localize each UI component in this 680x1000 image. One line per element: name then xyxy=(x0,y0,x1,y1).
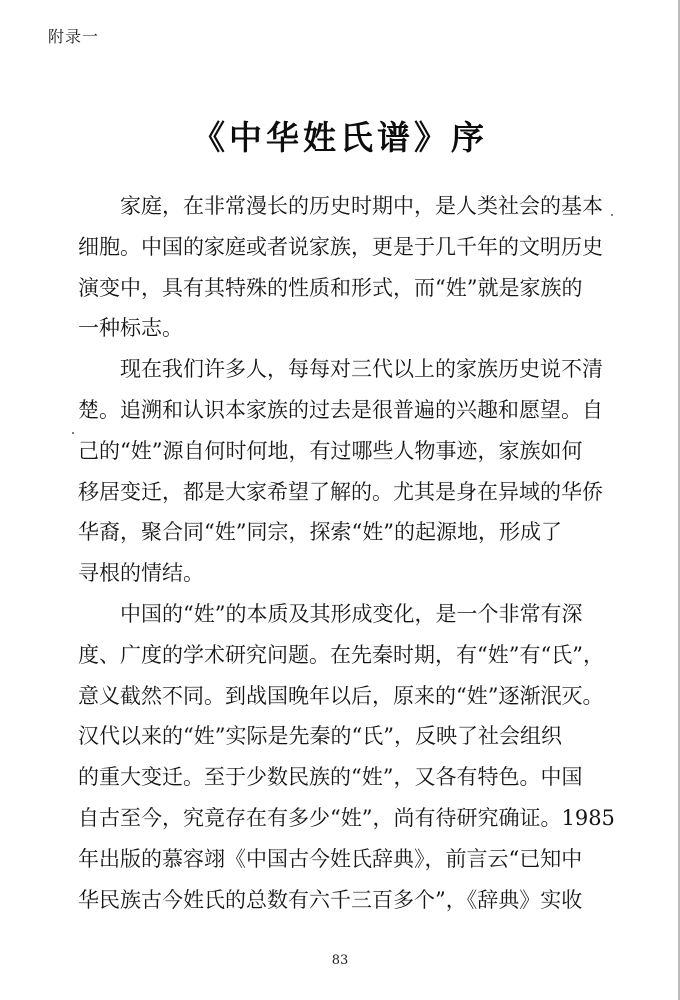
page-number: 83 xyxy=(331,953,349,968)
document-title: 《中华姓氏谱》序 xyxy=(192,118,488,157)
paragraph-3-line-7: 年出版的慕容翊《中国古今姓氏辞典》，前言云“已知中 xyxy=(78,846,583,871)
paragraph-2-line-4: 移居变迁，都是大家希望了解的。尤其是身在异域的华侨 xyxy=(78,479,603,504)
paragraph-2-line-2: 楚。追溯和认识本家族的过去是很普遍的兴趣和愿望。自 xyxy=(78,397,603,422)
running-header: 附录一 xyxy=(48,27,100,46)
paragraph-1-line-4: 一种标志。 xyxy=(78,316,183,341)
paragraph-3-line-6: 自古至今，究竟存在有多少“姓”，尚有待研究确证。1985 xyxy=(78,805,615,830)
paragraph-1-line-3: 演变中，具有其特殊的性质和形式，而“姓”就是家族的 xyxy=(78,275,583,300)
scan-speck xyxy=(611,214,613,216)
scan-speck xyxy=(72,432,74,434)
paragraph-3-line-2: 度、广度的学术研究问题。在先秦时期，有“姓”有“氏”， xyxy=(78,642,604,667)
paragraph-2-line-5: 华裔，聚合同“姓”同宗，探索“姓”的起源地，形成了 xyxy=(78,520,562,545)
paragraph-2-line-1: 现在我们许多人，每每对三代以上的家族历史说不清 xyxy=(120,357,603,382)
paragraph-3-line-3: 意义截然不同。到战国晚年以后，原来的“姓”逐渐泯灭。 xyxy=(78,683,604,708)
paragraph-3-line-8: 华民族古今姓氏的总数有六千三百多个”，《辞典》实收 xyxy=(78,887,583,912)
paragraph-2-line-6: 寻根的情结。 xyxy=(78,561,204,586)
paragraph-2-line-3: 己的“姓”源自何时何地，有过哪些人物事迹，家族如何 xyxy=(78,438,583,463)
body-text xyxy=(78,186,615,920)
paragraph-3-line-1: 中国的“姓”的本质及其形成变化，是一个非常有深 xyxy=(120,601,583,626)
paragraph-3-line-5: 的重大变迁。至于少数民族的“姓”，又各有特色。中国 xyxy=(78,765,583,790)
paragraph-1-line-1: 家庭，在非常漫长的历史时期中，是人类社会的基本 xyxy=(120,194,603,218)
paragraph-1-line-2: 细胞。中国的家庭或者说家族，更是于几千年的文明历史 xyxy=(78,234,603,259)
paragraph-3-line-4: 汉代以来的“姓”实际是先秦的“氏”，反映了社会组织 xyxy=(78,724,562,749)
